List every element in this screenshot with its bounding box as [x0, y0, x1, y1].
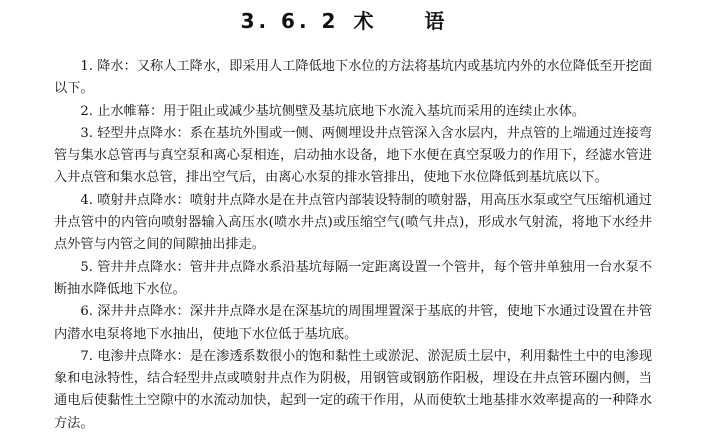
term-description: 喷射井点降水是在井点管内部装设特制的喷射器，用高压水泵或空气压缩机通过井点管中的内管向喷射器输入高压水(喷水井点)或压缩空气(喷气井点)，形成水气射流，将地下水经井点外管与内管之间的间隙抽出排走。 — [54, 192, 653, 253]
term-name: 管井井点降水 — [97, 259, 177, 275]
term-separator: ： — [176, 348, 190, 364]
term-description: 系在基坑外围或一侧、两侧埋设井点管深入含水层内，井点管的上端通过连接弯管与集水总管再与真空泵和离心泵相连，启动抽水设备，地下水便在真空泵吸力的作用下，经滤水管进入井点管和集水总管，排出空气后，由离心水泵的排水管排出，使地下水位降低到基坑底以下。 — [54, 125, 653, 186]
term-separator: ： — [123, 59, 137, 74]
term-description: 管井井点降水系沿基坑每隔一定距离设置一个管井，每个管井单独用一台水泵不断抽水降低地下水位。 — [54, 259, 653, 297]
term-number: 1. — [80, 59, 93, 74]
term-separator: ： — [176, 192, 190, 208]
term-description: 用于阻止或减少基坑侧壁及基坑底地下水流入基坑而采用的连续止水体。 — [163, 103, 586, 119]
term-paragraph-3 — [54, 123, 652, 190]
term-name: 喷射井点降水 — [97, 192, 177, 208]
term-number: 5. — [80, 259, 93, 275]
term-number: 2. — [80, 103, 93, 119]
term-name: 轻型井点降水 — [97, 125, 177, 141]
term-number: 6. — [80, 304, 93, 320]
term-separator: ： — [176, 304, 190, 320]
term-paragraph-1 — [54, 56, 652, 101]
term-description: 又称人工降水，即采用人工降低地下水位的方法将基坑内或基坑内外的水位降低至开挖面以下。 — [54, 59, 653, 97]
term-separator: ： — [149, 103, 164, 119]
term-name: 深井井点降水 — [97, 304, 177, 320]
term-number: 3. — [80, 125, 93, 141]
terms-list — [54, 56, 652, 435]
term-number: 4. — [80, 192, 93, 208]
section-title — [0, 6, 707, 36]
term-description: 是在渗透系数很小的饱和黏性土或淤泥、淤泥质土层中，利用黏性土中的电渗现象和电泳特性，结合轻型井点或喷射井点作为阴极，用钢管或钢筋作阳极，埋设在井点管环圈内侧，当通电后使黏性土空隙中的水流动加快，起到一定的疏干作用，从而使软土地基排水效率提高的一种降水方法。 — [54, 348, 653, 431]
term-paragraph-6 — [54, 301, 652, 346]
term-name: 止水帷幕 — [97, 103, 150, 119]
term-paragraph-4 — [54, 190, 652, 257]
term-paragraph-5 — [54, 257, 652, 302]
term-paragraph-2 — [54, 101, 652, 123]
term-description: 深井井点降水是在深基坑的周围埋置深于基底的井管，使地下水通过设置在井管内潜水电泵将地下水抽出，使地下水位低于基坑底。 — [54, 304, 653, 342]
term-name: 降水 — [97, 59, 124, 74]
term-name: 电渗井点降水 — [97, 348, 177, 364]
term-separator: ： — [176, 259, 190, 275]
term-paragraph-7 — [54, 346, 652, 435]
section-heading: 术 语 — [353, 9, 467, 33]
term-separator: ： — [176, 125, 190, 141]
term-number: 7. — [80, 348, 93, 364]
section-number: 3. 6. 2 — [240, 9, 340, 33]
